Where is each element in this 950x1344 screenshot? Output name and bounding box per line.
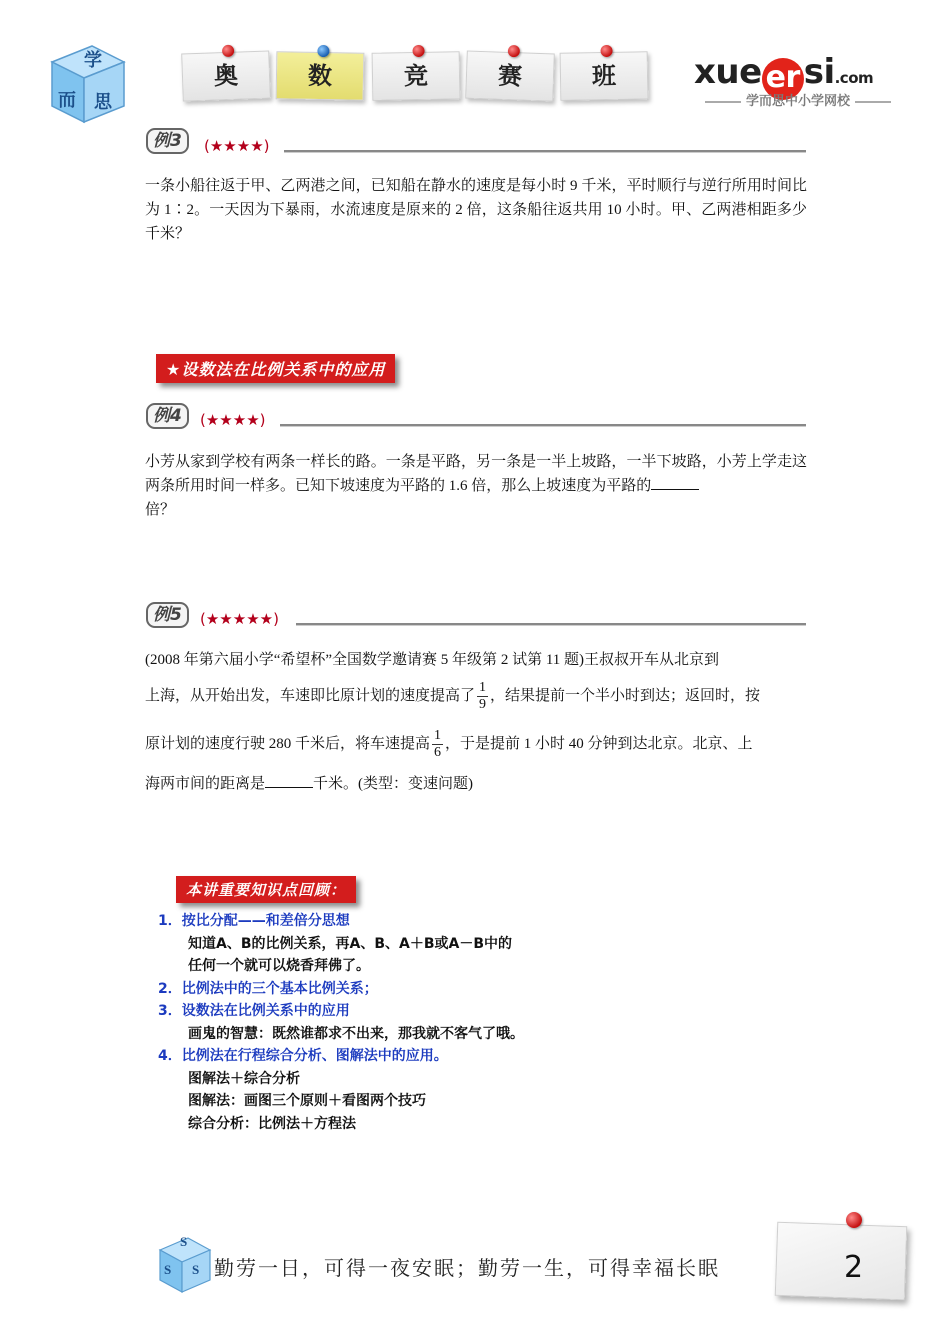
example-4-stars: (★★★★) — [200, 411, 266, 429]
example-5-line-3 — [145, 724, 807, 764]
page-note — [775, 1222, 908, 1300]
review-item: 画鬼的智慧：既然谁都求不出来，那我就不客气了哦。 — [188, 1025, 524, 1042]
divider — [296, 623, 806, 626]
numerator: 1 — [479, 680, 487, 696]
example-4-tag: 例4 — [146, 403, 189, 429]
answer-blank — [651, 475, 699, 490]
tab-sai[interactable] — [465, 50, 555, 101]
review-item: 图解法＋综合分析 — [188, 1070, 300, 1087]
tab-label: 奥 — [213, 61, 239, 91]
numerator: 1 — [434, 728, 442, 744]
fraction — [432, 728, 443, 761]
review-item: 2．比例法中的三个基本比例关系； — [158, 980, 378, 997]
tab-shu[interactable] — [276, 51, 365, 101]
answer-blank — [265, 773, 313, 788]
fraction — [477, 680, 488, 713]
logo-cube-icon — [44, 40, 130, 126]
tab-label: 数 — [307, 61, 333, 91]
example-5-tag: 例5 — [146, 602, 189, 628]
logo-suffix: .com — [834, 69, 874, 87]
logo-text: si — [803, 52, 835, 92]
divider — [280, 424, 806, 427]
tab-ao[interactable] — [181, 50, 271, 101]
logo-subtitle — [680, 90, 916, 109]
cube-char: 思 — [94, 92, 112, 112]
example-3-text: 一条小船往返于甲、乙两港之间，已知船在静水的速度是每小时 9 千米，平时顺行与逆行所用时间比为 1∶2。一天因为下暴雨，水流速度是原来的 2 倍，这条船往返共用 10 小时。甲、乙两港相距多少千米？ — [145, 178, 807, 242]
review-item: 图解法：画图三个原则＋看图两个技巧 — [188, 1093, 426, 1109]
review-item: 任何一个就可以烧香拜佛了。 — [188, 958, 370, 974]
pin-icon — [412, 45, 424, 57]
text: 千米。(类型：变速问题) — [313, 776, 474, 792]
review-item: 4．比例法在行程综合分析、图解法中的应用。 — [158, 1048, 448, 1064]
denominator: 9 — [479, 697, 487, 713]
review-list — [158, 910, 638, 1135]
example-5-line-1: (2008 年第六届小学“希望杯”全国数学邀请赛 5 年级第 2 试第 11 题)王叔叔开车从北京到 — [145, 652, 720, 668]
example-3-tag: 例3 — [146, 128, 189, 154]
pin-icon — [508, 45, 520, 57]
logo-text: xue — [694, 52, 762, 92]
logo-subtitle-text: 学而思中小学网校 — [745, 94, 850, 109]
text: ，结果提前一个半小时到达；返回时，按 — [490, 688, 761, 704]
example-4-text-a: 小芳从家到学校有两条一样长的路。一条是平路，另一条是一半上坡路，一半下坡路，小芳上学走这两条所用时间一样多。已知下坡速度为平路的 1.6 倍，那么上坡速度为平路的 — [145, 454, 807, 494]
pin-icon — [846, 1212, 862, 1228]
pin-icon — [600, 45, 612, 57]
example-5-line-4 — [145, 772, 807, 796]
text: 海两市间的距离是 — [145, 776, 266, 792]
example-5-stars: (★★★★★) — [200, 610, 279, 628]
cube-char: 学 — [84, 50, 102, 70]
pin-icon — [317, 45, 329, 57]
tab-jing[interactable] — [372, 51, 461, 101]
text: ，于是提前 1 小时 40 分钟到达北京。北京、上 — [445, 736, 753, 752]
review-item: 综合分析：比例法＋方程法 — [188, 1115, 356, 1132]
tab-label: 班 — [591, 61, 617, 91]
text: 上海，从开始出发，车速即比原计划的速度提高了 — [145, 688, 476, 704]
cube-char: S — [164, 1262, 172, 1277]
footer-cube-icon — [154, 1234, 214, 1294]
cube-char: S — [180, 1234, 188, 1249]
divider — [284, 150, 806, 153]
text: 原计划的速度行驶 280 千米后，将车速提高 — [145, 736, 431, 752]
example-3-stars: (★★★★) — [204, 137, 270, 155]
tab-label: 竞 — [403, 61, 429, 91]
tab-label: 赛 — [497, 61, 523, 91]
section-banner: ★设数法在比例关系中的应用 — [156, 354, 395, 383]
cube-char: S — [192, 1262, 200, 1277]
example-5-line-2 — [145, 676, 807, 716]
cube-char: 而 — [58, 90, 76, 110]
example-4-text-b: 倍？ — [145, 502, 176, 518]
example-4-text — [145, 450, 807, 522]
pin-icon — [222, 45, 234, 57]
footer-motto: 勤劳一日，可得一夜安眠；勤劳一生，可得幸福长眠 — [214, 1256, 720, 1280]
denominator: 6 — [434, 745, 442, 761]
review-item: 1．按比分配——和差倍分思想 — [158, 913, 350, 929]
review-banner: 本讲重要知识点回顾： — [176, 876, 356, 903]
review-item: 3．设数法在比例关系中的应用 — [158, 1003, 350, 1019]
logo-badge: er — [762, 58, 804, 100]
tab-ban[interactable] — [560, 51, 649, 101]
page-number: 2 — [844, 1250, 864, 1285]
review-item: 知道A、B的比例关系，再A、B、A＋B或A－B中的 — [188, 935, 513, 952]
